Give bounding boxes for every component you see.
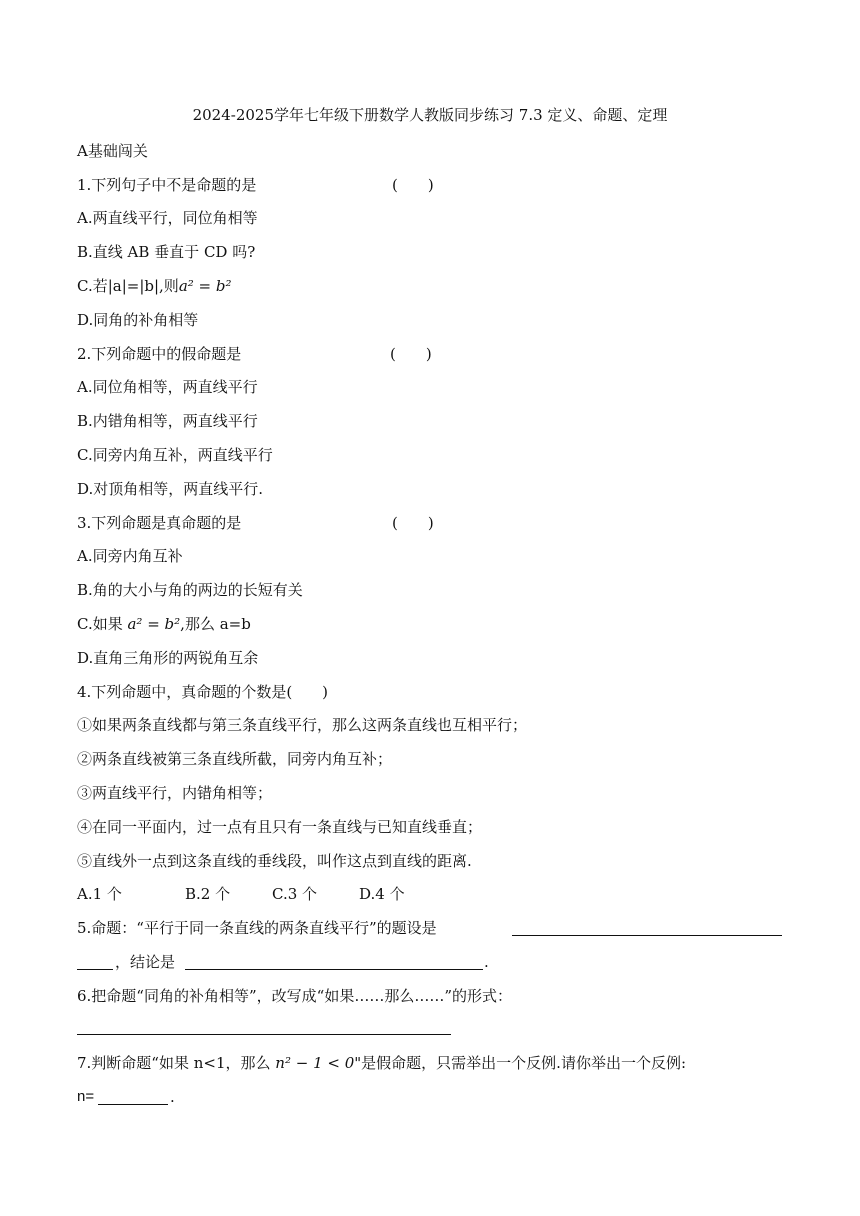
q5-hypothesis-blank-continued[interactable] — [77, 969, 113, 970]
q4-statement-3: ③两直线平行，内错角相等； — [77, 784, 273, 802]
q4-option-c: C.3 个 — [272, 885, 318, 903]
q4-statement-4: ④在同一平面内，过一点有且只有一条直线与已知直线垂直； — [77, 818, 483, 836]
q1-option-c-text: C.若|a|=|b|,则 — [77, 277, 179, 295]
q7-period: . — [170, 1088, 175, 1106]
q3-option-a: A.同旁内角互补 — [77, 547, 183, 565]
q2-option-d: D.对顶角相等，两直线平行. — [77, 480, 264, 498]
q5-conclusion-label: ，结论是 — [115, 953, 176, 971]
q3-option-b: B.角的大小与角的两边的长短有关 — [77, 581, 303, 599]
q5-period: . — [484, 953, 489, 971]
q4-option-d: D.4 个 — [359, 885, 405, 903]
q3-option-c — [77, 614, 251, 634]
q7-answer-label: n= — [77, 1088, 95, 1105]
q5-hypothesis-blank[interactable] — [512, 935, 782, 936]
q3-answer-paren: ( ) — [392, 514, 434, 532]
q3-option-c-text: C.如果 — [77, 615, 128, 633]
q3-option-c-suffix: ,那么 a=b — [180, 615, 251, 633]
q1-option-c — [77, 276, 232, 296]
section-heading: A基础闯关 — [77, 142, 148, 160]
q5-stem: 5.命题：“平行于同一条直线的两条直线平行”的题设是 — [77, 919, 437, 937]
q4-statement-5: ⑤直线外一点到这条直线的垂线段，叫作这点到直线的距离. — [77, 852, 472, 870]
q7-stem-text: 7.判断命题“如果 n<1，那么 — [77, 1054, 276, 1072]
q4-statement-1: ①如果两条直线都与第三条直线平行，那么这两条直线也互相平行； — [77, 716, 528, 734]
q7-stem — [77, 1053, 686, 1073]
q3-option-c-formula: a² = b² — [127, 615, 181, 633]
q4-option-b: B.2 个 — [185, 885, 231, 903]
q6-stem: 6.把命题“同角的补角相等”，改写成“如果……那么……”的形式： — [77, 987, 512, 1005]
q4-option-a: A.1 个 — [77, 885, 122, 903]
q2-stem: 2.下列命题中的假命题是 — [77, 345, 242, 363]
q1-answer-paren: ( ) — [392, 176, 434, 194]
q2-option-c: C.同旁内角互补，两直线平行 — [77, 446, 273, 464]
q5-conclusion-blank[interactable] — [185, 969, 483, 970]
q1-option-b: B.直线 AB 垂直于 CD 吗? — [77, 243, 256, 261]
q7-stem-suffix: "是假命题，只需举出一个反例.请你举出一个反例: — [354, 1054, 687, 1072]
q2-option-a: A.同位角相等，两直线平行 — [77, 378, 258, 396]
q4-stem: 4.下列命题中，真命题的个数是( ) — [77, 683, 329, 701]
q2-answer-paren: ( ) — [390, 345, 432, 363]
q1-option-a: A.两直线平行，同位角相等 — [77, 209, 258, 227]
q6-answer-blank[interactable] — [77, 1034, 451, 1035]
q3-option-d: D.直角三角形的两锐角互余 — [77, 649, 259, 667]
q2-option-b: B.内错角相等，两直线平行 — [77, 412, 258, 430]
q1-option-c-formula: a² = b² — [178, 277, 232, 295]
q7-formula: n² − 1 < 0 — [275, 1054, 355, 1072]
q7-answer-blank[interactable] — [98, 1104, 168, 1105]
q4-statement-2: ②两条直线被第三条直线所截，同旁内角互补； — [77, 750, 393, 768]
document-title: 2024-2025学年七年级下册数学人教版同步练习 7.3 定义、命题、定理 — [192, 106, 668, 124]
q3-stem: 3.下列命题是真命题的是 — [77, 514, 242, 532]
q1-option-d: D.同角的补角相等 — [77, 311, 199, 329]
q1-stem: 1.下列句子中不是命题的是 — [77, 176, 257, 194]
